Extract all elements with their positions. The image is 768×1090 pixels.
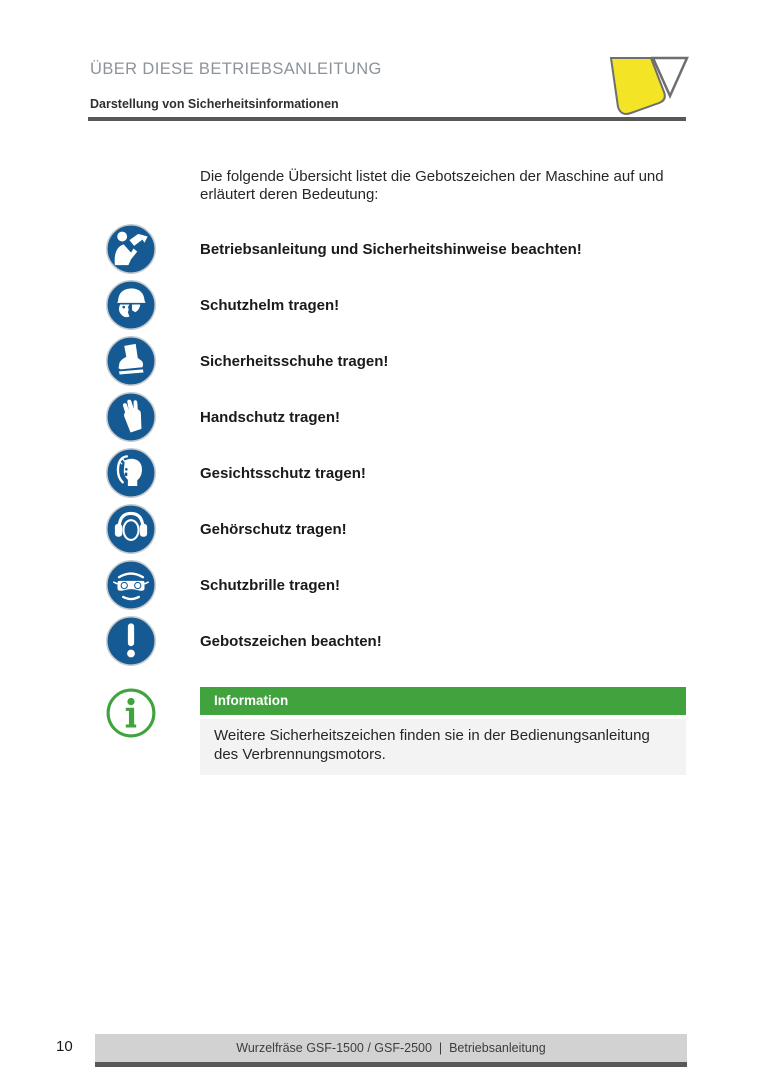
intro-text: Die folgende Übersicht listet die Gebotszeichen der Maschine auf und erläutert deren Bedeutung: [200,168,664,204]
sign-label: Schutzhelm tragen! [200,296,340,314]
sign-label: Gebotszeichen beachten! [200,632,382,650]
info-box [200,687,686,775]
face-shield-icon [105,447,157,499]
ear-protection-icon [105,503,157,555]
sign-row [105,391,582,443]
info-box-body: Weitere Sicherheitszeichen finden sie in der Bedienungsanleitung des Verbrennungsmotors. [200,719,686,775]
info-box-title: Information [200,687,686,715]
sign-row [105,447,582,499]
sign-label: Handschutz tragen! [200,408,341,426]
helmet-icon [105,279,157,331]
sign-label: Gehörschutz tragen! [200,520,347,538]
read-manual-icon [105,223,157,275]
brand-logo-icon [606,56,690,117]
gloves-icon [105,391,157,443]
goggles-icon [105,559,157,611]
sign-label: Betriebsanleitung und Sicherheitshinweise beachten! [200,240,582,258]
header-rule [88,117,686,121]
mandatory-signs-list [105,223,582,667]
sign-label: Gesichtsschutz tragen! [200,464,366,482]
mandatory-sign-icon [105,615,157,667]
info-icon [105,687,157,739]
sign-row [105,279,582,331]
sign-row [105,223,582,275]
page-title: ÜBER DIESE BETRIEBSANLEITUNG [90,60,382,78]
page-subtitle: Darstellung von Sicherheitsinformationen [90,97,339,111]
sign-row [105,335,582,387]
sign-row [105,615,582,667]
sign-label: Sicherheitsschuhe tragen! [200,352,389,370]
footer-bar: Wurzelfräse GSF-1500 / GSF-2500 | Betriebsanleitung [95,1034,687,1062]
sign-row [105,503,582,555]
page-number: 10 [56,1038,73,1055]
sign-label: Schutzbrille tragen! [200,576,341,594]
footer-rule [95,1062,687,1067]
sign-row [105,559,582,611]
safety-boots-icon [105,335,157,387]
